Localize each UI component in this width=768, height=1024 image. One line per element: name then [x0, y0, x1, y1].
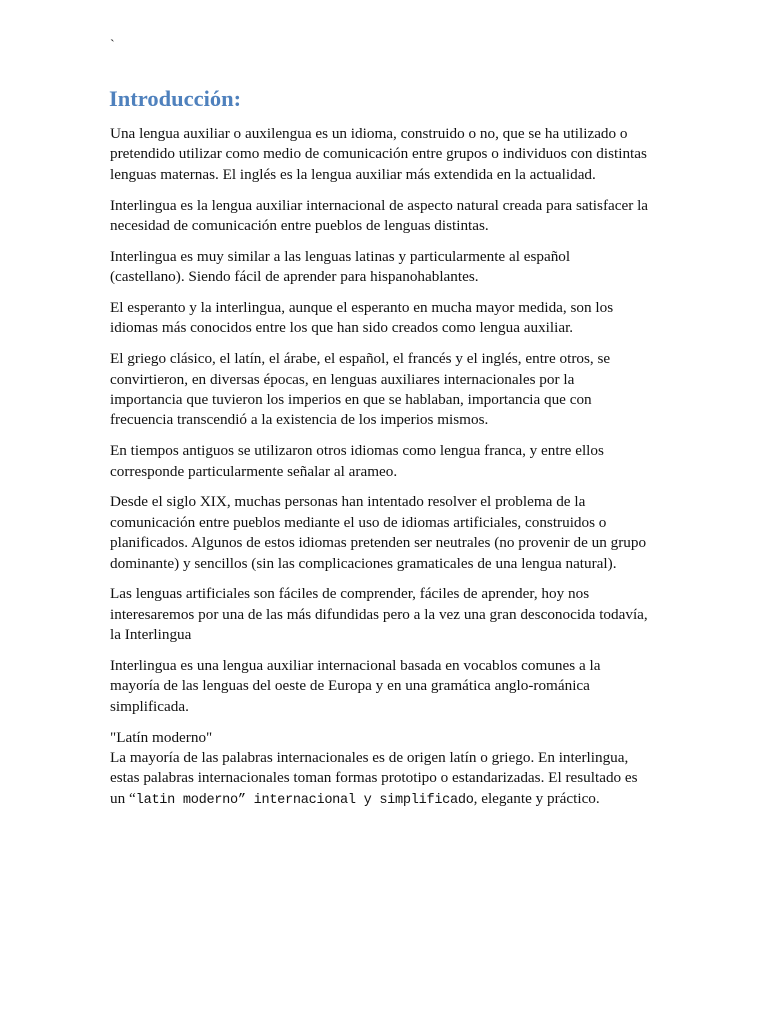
- paragraph-line: estas palabras internacionales toman formas prototipo o estandarizadas. El resultado es: [110, 769, 638, 787]
- paragraph-line: dominante) y sencillos (sin las complicaciones gramaticales de una lengua natural).: [110, 554, 617, 572]
- paragraph-line: necesidad de comunicación entre pueblos de lenguas distintas.: [110, 217, 489, 235]
- paragraph-line: Interlingua es una lengua auxiliar internacional basada en vocablos comunes a la: [110, 657, 601, 675]
- paragraph-line: lenguas maternas. El inglés es la lengua auxiliar más extendida en la actualidad.: [110, 165, 596, 183]
- paragraph-line: comunicación entre pueblos mediante el uso de idiomas artificiales, construidos o: [110, 513, 607, 531]
- paragraph-line: la Interlingua: [110, 626, 192, 644]
- paragraph: [110, 349, 670, 431]
- paragraph-line: simplificada.: [110, 697, 189, 715]
- paragraph-line: (castellano). Siendo fácil de aprender para hispanohablantes.: [110, 268, 479, 286]
- paragraph-line: corresponde particularmente señalar al arameo.: [110, 462, 398, 480]
- paragraph-line: frecuencia transcendió a la existencia de los imperios mismos.: [110, 411, 489, 429]
- paragraph-list: [110, 124, 670, 717]
- paragraph: [110, 247, 670, 288]
- page-title: Introducción:: [109, 86, 242, 111]
- line-segment: , elegante y práctico.: [473, 789, 600, 807]
- document-body: [110, 124, 670, 822]
- paragraph-line: interesaremos por una de las más difundidas pero a la vez una gran desconocida todavía,: [110, 605, 648, 623]
- paragraph-line: mayoría de las lenguas del oeste de Europa y en una gramática anglo-románica: [110, 677, 590, 695]
- paragraph-line: La mayoría de las palabras internacionales es de origen latín o griego. En interlingua,: [110, 749, 629, 767]
- paragraph-line: Una lengua auxiliar o auxilengua es un idioma, construido o no, que se ha utilizado o: [110, 125, 628, 142]
- paragraph: [110, 298, 670, 339]
- paragraph-line: El griego clásico, el latín, el árabe, el español, el francés y el inglés, entre otros, se: [110, 350, 611, 368]
- paragraph-latin-moderno: [110, 728, 670, 812]
- paragraph: [110, 492, 670, 574]
- paragraph-line: convirtieron, en diversas épocas, en lenguas auxiliares internacionales por la: [110, 370, 575, 388]
- paragraph-line: idiomas más conocidos entre los que han sido creados como lengua auxiliar.: [110, 319, 574, 337]
- paragraph-line: importancia que tuvieron los imperios en que se hablaban, importancia que con: [110, 391, 592, 409]
- paragraph-line: El esperanto y la interlingua, aunque el esperanto en mucha mayor medida, son los: [110, 299, 614, 317]
- paragraph: [110, 656, 670, 717]
- paragraph-line: Las lenguas artificiales son fáciles de comprender, fáciles de aprender, hoy nos: [110, 585, 590, 603]
- line-segment: un “: [110, 789, 136, 807]
- paragraph-line: Interlingua es muy similar a las lenguas latinas y particularmente al español: [110, 247, 571, 265]
- paragraph-line: "Latín moderno": [110, 728, 213, 746]
- paragraph-line: [110, 789, 670, 811]
- stray-backtick-mark: `: [110, 38, 115, 53]
- paragraph-line: En tiempos antiguos se utilizaron otros idiomas como lengua franca, y entre ellos: [110, 442, 604, 460]
- paragraph: [110, 196, 670, 237]
- paragraph-line: Interlingua es la lengua auxiliar internacional de aspecto natural creada para satisfacer la: [110, 196, 649, 214]
- paragraph: [110, 441, 670, 482]
- paragraph-line: pretendido utilizar como medio de comunicación entre grupos o individuos con distintas: [110, 145, 647, 163]
- paragraph-line: planificados. Algunos de estos idiomas pretenden ser neutrales (no provenir de un grupo: [110, 534, 647, 552]
- paragraph-line: Desde el siglo XIX, muchas personas han intentado resolver el problema de la: [110, 493, 586, 511]
- paragraph: [110, 584, 670, 645]
- line-segment-alt-font: latin moderno” internacional y simplificado: [135, 792, 474, 808]
- paragraph: [110, 124, 670, 185]
